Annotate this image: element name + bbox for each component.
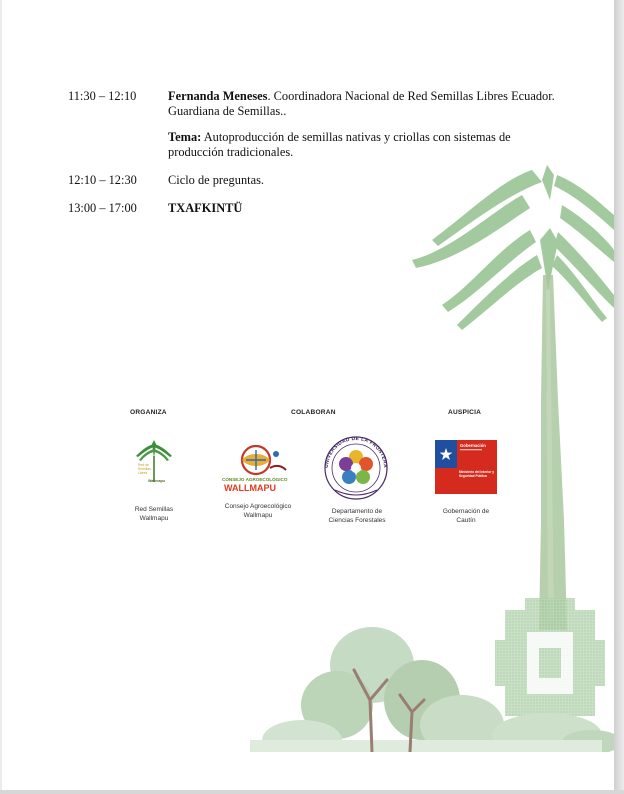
schedule-item-2: Ciclo de preguntas. [168, 173, 265, 187]
tree-canopy [412, 165, 614, 330]
colaboran-label: COLABORAN [291, 409, 336, 416]
svg-text:Libres: Libres [138, 471, 148, 475]
svg-text:WALLMAPU: WALLMAPU [224, 483, 276, 493]
svg-text:Red de: Red de [138, 463, 149, 467]
page-shadow-right [614, 0, 624, 794]
auspicia-label: AUSPICIA [448, 409, 482, 416]
tema-text: Autoproducción de semillas nativas y criollas con sistemas de [201, 130, 511, 144]
mapuche-pattern [495, 598, 605, 728]
svg-text:CONSEJO AGROECOLÓGICO: CONSEJO AGROECOLÓGICO [222, 477, 288, 482]
tema-label: Tema: [168, 130, 202, 144]
tema-text-line2: producción tradicionales. [168, 145, 294, 159]
red-semillas-caption: Red Semillas Wallmapu [134, 506, 174, 522]
document-page [2, 0, 614, 790]
page-shadow-bottom [0, 790, 624, 794]
schedule-item-3: TXAFKINTÜ [168, 201, 243, 215]
chile-flag-emblem: Gobernación Ministerio del Interior y Seguridad Pública [435, 440, 497, 496]
universidad-frontera-seal [319, 432, 393, 502]
consejo-agroecologico-emblem [220, 440, 296, 494]
red-semillas-logo [130, 436, 178, 494]
consejo-agroecologico-logo [220, 440, 296, 494]
schedule-time-3: 13:00 – 17:00 [68, 201, 137, 215]
schedule-item-1 [168, 89, 568, 119]
svg-text:Wallmapu: Wallmapu [148, 479, 165, 483]
schedule-time-1: 11:30 – 12:10 [68, 89, 137, 103]
speaker-description-line2: Guardiana de Semillas.. [168, 104, 287, 118]
tema-block [168, 130, 568, 160]
speaker-name: Fernanda Meneses [168, 89, 268, 103]
organiza-label: ORGANIZA [130, 409, 167, 416]
ciencias-forestales-caption: Departamento de Ciencias Forestales [328, 508, 386, 524]
svg-text:Gobernación: Gobernación [460, 443, 486, 448]
schedule-time-2: 12:10 – 12:30 [68, 173, 137, 187]
consejo-agroecologico-caption: Consejo Agroecológico Wallmapu [224, 503, 292, 519]
speaker-description: . Coordinadora Nacional de Red Semillas Libres Ecuador. [267, 89, 555, 103]
svg-text:UNIVERSIDAD DE LA FRONTERA: UNIVERSIDAD DE LA FRONTERA [323, 435, 389, 469]
gobernacion-logo [435, 440, 497, 496]
gobernacion-caption: Gobernación de Cautín [442, 508, 490, 524]
universidad-frontera-logo [319, 432, 393, 502]
red-semillas-tree-icon [130, 436, 178, 494]
svg-text:Semillas: Semillas [138, 467, 151, 471]
